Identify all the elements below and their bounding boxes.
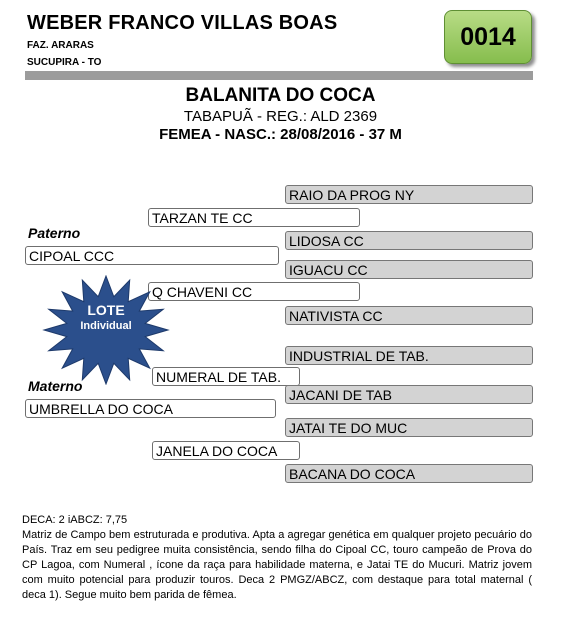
great-grandparent-8: BACANA DO COCA — [285, 464, 533, 483]
paterno-label: Paterno — [28, 225, 81, 241]
location: SUCUPIRA - TO — [27, 57, 102, 68]
materno-label: Materno — [28, 378, 83, 394]
lot-number-badge: 0014 — [444, 10, 532, 64]
maternal-granddam: JANELA DO COCA — [152, 441, 300, 460]
animal-name: BALANITA DO COCA — [185, 85, 376, 106]
great-grandparent-3: IGUACU CC — [285, 260, 533, 279]
great-grandparent-2: LIDOSA CC — [285, 231, 533, 250]
owner-name: WEBER FRANCO VILLAS BOAS — [27, 12, 338, 34]
paternal-granddam: Q CHAVENI CC — [148, 282, 360, 301]
great-grandparent-1: RAIO DA PROG NY — [285, 185, 533, 204]
badge-line-2: Individual — [80, 320, 132, 332]
sex-birth: FEMEA - NASC.: 28/08/2016 - 37 M — [159, 126, 402, 143]
header-divider — [25, 71, 533, 80]
farm-name: FAZ. ARARAS — [27, 40, 94, 51]
paternal-grandsire: TARZAN TE CC — [148, 208, 360, 227]
maternal-grandsire: NUMERAL DE TAB. — [152, 367, 300, 386]
great-grandparent-5: INDUSTRIAL DE TAB. — [285, 346, 533, 365]
sire: CIPOAL CCC — [25, 246, 279, 265]
great-grandparent-4: NATIVISTA CC — [285, 306, 533, 325]
description-text: Matriz de Campo bem estruturada e produtiva. Apta a agregar genética em qualquer projeto pecuário do País. Traz em seu pedigree muita consistência, sendo filha do Cipoal CC, touro campeão de Prova do CP Lagoa, com Numeral , ícone da raça para habilidade materna, e Jatai TE do Mucuri. Matriz jovem com muito potencial para produzir touros. Deca 2 PMGZ/ABCZ, com destaque para total maternal ( deca 1). Segue muito bem parida de fêmea. — [22, 529, 532, 601]
great-grandparent-6: JACANI DE TAB — [285, 385, 533, 404]
badge-line-1: LOTE — [87, 302, 125, 318]
lote-individual-badge — [42, 275, 170, 385]
breed-registration: TABAPUÃ - REG.: ALD 2369 — [183, 108, 378, 125]
deca-index: DECA: 2 iABCZ: 7,75 — [22, 514, 128, 526]
dam: UMBRELLA DO COCA — [25, 399, 276, 418]
great-grandparent-7: JATAI TE DO MUC — [285, 418, 533, 437]
